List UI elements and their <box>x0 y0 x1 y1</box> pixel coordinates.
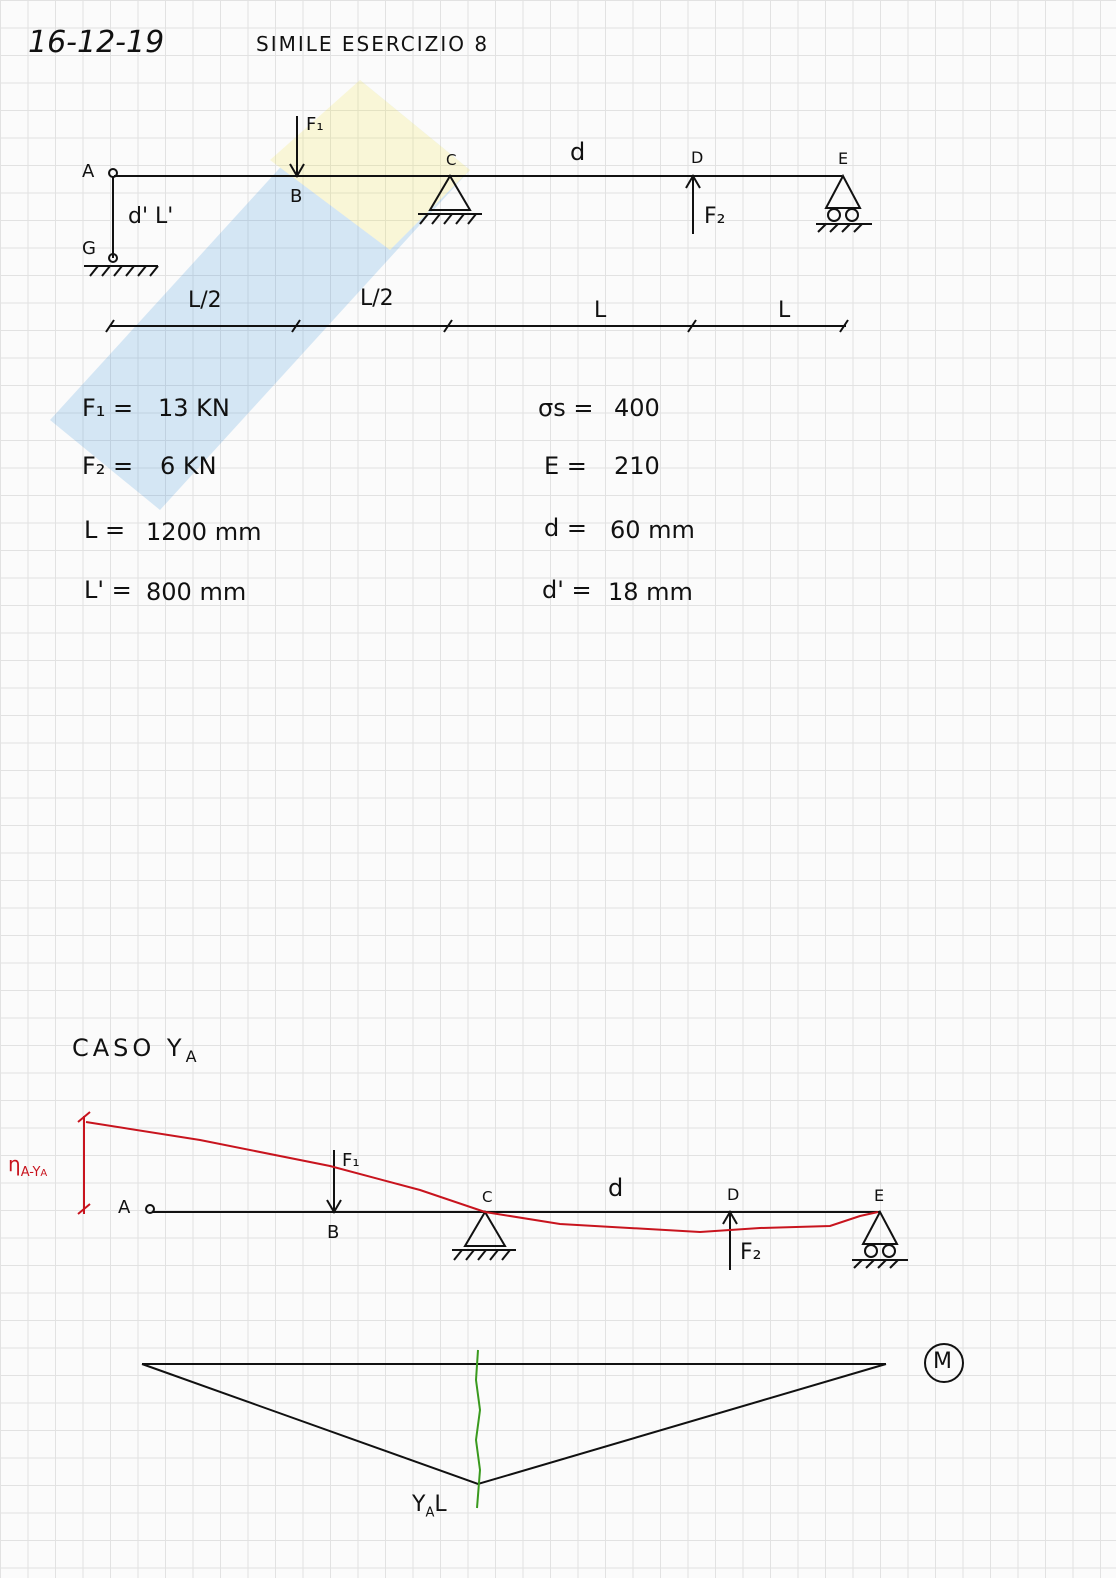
param-e-label: E = <box>544 452 587 480</box>
param-l-label: L = <box>84 516 126 544</box>
date-text: 16-12-19 <box>28 25 165 60</box>
case-label-d-span: d <box>608 1174 624 1202</box>
label-d: D <box>691 148 704 167</box>
param-f1-value: 13 KN <box>158 394 230 422</box>
param-d-label: d = <box>544 514 587 542</box>
label-b: B <box>290 186 303 207</box>
param-d-value: 60 mm <box>610 516 695 544</box>
case-label-f2: F₂ <box>740 1240 762 1265</box>
dimension-label-2: L/2 <box>360 286 394 311</box>
dimension-label-1: L/2 <box>188 288 222 313</box>
moment-triangle <box>142 1364 886 1484</box>
param-l-prime-label: L' = <box>84 576 132 604</box>
param-l-prime-value: 800 mm <box>146 578 247 606</box>
case-title: CASO $Y_A$ <box>72 1034 197 1066</box>
label-g: G <box>82 238 96 259</box>
param-d-prime-label: d' = <box>542 576 592 604</box>
label-c: C <box>446 151 457 169</box>
param-l-value: 1200 mm <box>146 518 262 546</box>
moment-symbol: M <box>933 1349 952 1374</box>
param-sigma-label: σs = <box>538 394 594 422</box>
moment-value-label: $Y_AL$ <box>412 1492 447 1521</box>
case-label-b: B <box>327 1222 340 1243</box>
param-sigma-value: 400 <box>614 394 660 422</box>
eta-label: $\eta_{A-YA}$ <box>8 1152 48 1180</box>
label-f1: F₁ <box>306 114 324 135</box>
label-rod: d' L' <box>128 204 174 229</box>
param-d-prime-value: 18 mm <box>608 578 693 606</box>
dimension-label-3: L <box>594 298 607 323</box>
param-f2-label: F₂ = <box>82 452 134 480</box>
dimension-label-4: L <box>778 298 791 323</box>
case-label-e: E <box>874 1186 885 1205</box>
label-f2: F₂ <box>704 204 726 229</box>
case-label-f1: F₁ <box>342 1150 360 1171</box>
label-d-span: d <box>570 138 586 166</box>
case-label-a: A <box>118 1197 131 1218</box>
case-label-d: D <box>727 1185 740 1204</box>
label-e: E <box>838 149 849 168</box>
label-a: A <box>82 161 95 182</box>
param-e-value: 210 <box>614 452 660 480</box>
case-label-c: C <box>482 1188 493 1206</box>
param-f1-label: F₁ = <box>82 394 134 422</box>
exercise-title: SIMILE ESERCIZIO 8 <box>256 32 490 56</box>
param-f2-value: 6 KN <box>160 452 217 480</box>
